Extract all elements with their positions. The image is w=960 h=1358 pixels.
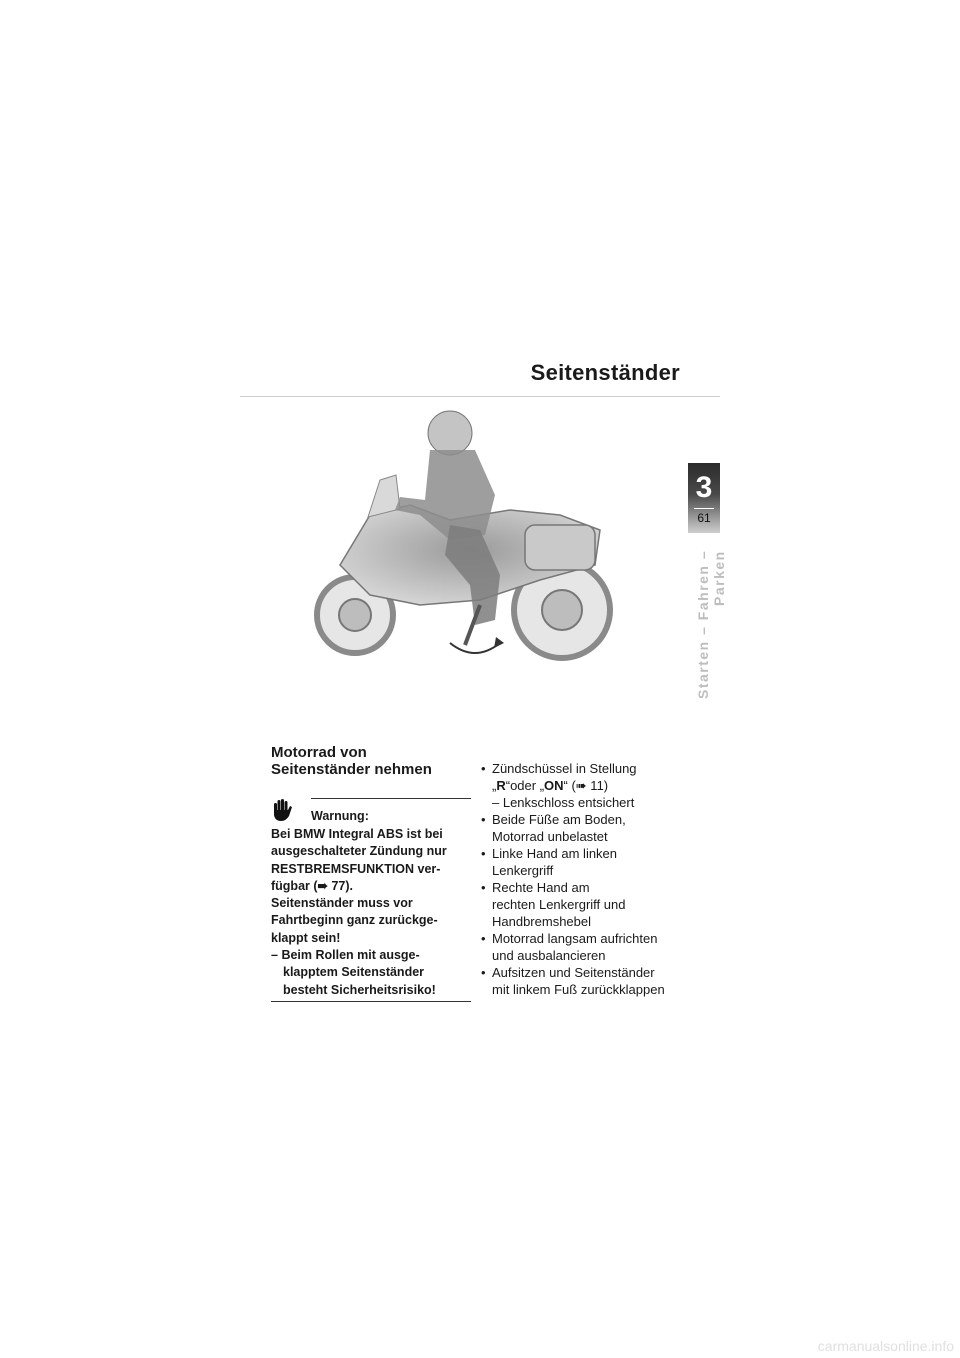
- front-disc: [339, 599, 371, 631]
- section-heading-line2: Seitenständer nehmen: [271, 761, 432, 778]
- title-divider: [240, 396, 720, 397]
- step-line: – Lenkschloss entsichert: [492, 795, 635, 810]
- chapter-side-label: Starten – Fahren – Parken: [695, 550, 727, 700]
- warning-line: Seitenständer muss vor: [271, 896, 413, 911]
- warning-rule-bottom: [271, 1001, 471, 1002]
- key-position-on: ON: [544, 778, 564, 793]
- list-item: [481, 879, 691, 930]
- side-stand: [465, 605, 480, 645]
- warning-line: Fahrtbeginn ganz zurückge-: [271, 913, 438, 928]
- watermark: carmanualsonline.info: [817, 1338, 954, 1354]
- warning-dash-item: [271, 947, 471, 999]
- step-line: Lenkergriff: [492, 863, 554, 878]
- warning-line: klappt sein!: [271, 930, 341, 945]
- page-title: Seitenständer: [530, 360, 680, 385]
- warning-dash-line2: klapptem Seitenständer: [283, 965, 425, 980]
- warning-rule-top: [311, 798, 471, 799]
- step-line: Handbremshebel: [492, 914, 592, 929]
- step-line: [492, 777, 691, 794]
- steps-list: [481, 760, 691, 998]
- section-heading: [271, 744, 471, 778]
- step-line: Linke Hand am linken: [492, 846, 618, 861]
- page-number: 61: [697, 511, 711, 525]
- windshield: [368, 475, 400, 517]
- rotation-arrowhead: [494, 637, 504, 648]
- warning-text: [271, 826, 471, 999]
- warning-line: fügbar (➠ 77).: [271, 878, 354, 893]
- list-item: [481, 964, 691, 998]
- bullet-dot: •: [481, 761, 486, 776]
- step-line: Motorrad unbelastet: [492, 829, 608, 844]
- bullet-dot: •: [481, 931, 486, 946]
- step-line: Aufsitzen und Seitenständer: [492, 965, 655, 980]
- motorcycle-rider-illustration: [300, 405, 630, 665]
- warning-line: ausgeschalteter Zündung nur: [271, 844, 447, 859]
- bullet-dot: •: [481, 812, 486, 827]
- chapter-tab: [688, 463, 720, 533]
- warning-header: [271, 798, 471, 826]
- quote-open: „: [492, 778, 497, 793]
- step-line: und ausbalancieren: [492, 948, 606, 963]
- rear-disc: [542, 590, 582, 630]
- bullet-dot: •: [481, 846, 486, 861]
- chapter-tab-divider: [694, 508, 714, 509]
- warning-dash-line3: besteht Sicherheitsrisiko!: [283, 982, 436, 997]
- step-line: Zündschüssel in Stellung: [492, 761, 637, 776]
- pannier: [525, 525, 595, 570]
- warning-dash-line1: Beim Rollen mit ausge-: [281, 948, 420, 963]
- list-item: [481, 760, 691, 811]
- step-text: “oder „: [505, 778, 545, 793]
- step-text: “ (➠ 11): [563, 778, 609, 793]
- bullet-dot: •: [481, 965, 486, 980]
- rotation-arrow-icon: [450, 643, 500, 653]
- step-line: rechten Lenkergriff und: [492, 897, 626, 912]
- list-item: [481, 845, 691, 879]
- bullet-dot: •: [481, 880, 486, 895]
- list-item: [481, 811, 691, 845]
- warning-label: Warnung:: [311, 809, 369, 823]
- chapter-number: 3: [695, 471, 713, 504]
- step-line: Beide Füße am Boden,: [492, 812, 626, 827]
- left-column: [271, 744, 471, 1002]
- section-heading-line1: Motorrad von: [271, 744, 367, 761]
- list-item: [481, 930, 691, 964]
- warning-line: RESTBREMSFUNKTION ver-: [271, 861, 441, 876]
- warning-line: Bei BMW Integral ABS ist bei: [271, 827, 443, 841]
- warning-dash: –: [271, 948, 278, 963]
- key-position-r: R: [496, 778, 506, 793]
- step-line: Rechte Hand am: [492, 880, 590, 895]
- rider-helmet: [428, 411, 472, 455]
- step-line: Motorrad langsam aufrichten: [492, 931, 658, 946]
- stop-hand-icon: [271, 798, 293, 822]
- step-line: mit linkem Fuß zurückklappen: [492, 982, 665, 997]
